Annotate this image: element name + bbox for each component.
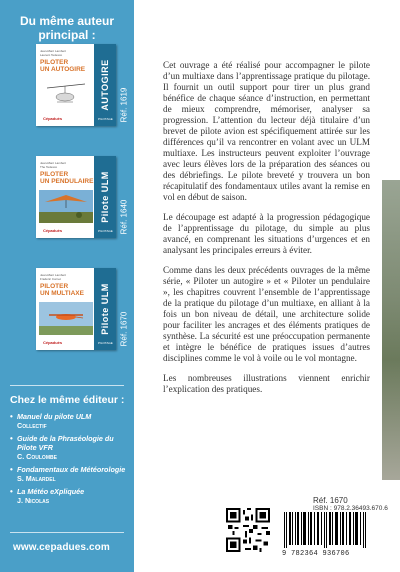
book-publisher: Cépaduès xyxy=(43,116,63,121)
list-item xyxy=(10,487,130,505)
book-authors: Jean-Marc Lambert Frédéric Cornet xyxy=(40,273,67,281)
sidebar-divider xyxy=(10,532,124,533)
book-ref-1619 xyxy=(118,85,130,125)
book-authors: Jean-Marc Lambert The Tedesco xyxy=(40,161,67,169)
body-text xyxy=(163,60,370,404)
sidebar-divider xyxy=(10,385,124,386)
book-cover-multiaxe xyxy=(36,268,116,350)
website-link[interactable]: www.cepadues.com xyxy=(13,542,110,553)
barcode-digits: 9 782364 936706 xyxy=(282,550,350,558)
spine-edge-photo xyxy=(382,180,400,480)
book-band-small: PILOTAGE xyxy=(98,117,113,121)
editor-book-author: Collectif xyxy=(17,421,47,430)
isbn-text: ISBN : 978.2.36493.670.6 xyxy=(313,505,388,512)
book-ref-label: Réf. 1670 xyxy=(119,311,129,347)
book-title-line2: UN MULTIAXE xyxy=(40,290,84,297)
editor-heading: Chez le même éditeur : xyxy=(10,394,125,406)
paragraph: Le découpage est adapté à la progression pédagogique de l’apprentissage du pilotage, du simple au plus avancé, en comprenant les situations d’urgences et en analysant les principales erreurs à éviter. xyxy=(163,212,370,255)
reference-block xyxy=(313,497,388,513)
bullet-icon: • xyxy=(10,412,13,421)
book-title-line2: UN PENDULAIRE xyxy=(40,178,94,185)
book-band-label: Pilote ULM xyxy=(100,171,110,223)
paragraph: Comme dans les deux précédents ouvrages de la même série, « Piloter un autogire » et « Piloter un pendulaire », les chapitres couvrent l’ensemble de l’apprentissage de la pratique du pilotage d’un multiaxe, en alliant à la fois un bon niveau de détail, une architecture solide pour faciliter les ancrages et des éléments pratiques de synthèse. La sécurité est une préoccupation permanente et intègre le bénéfice de pratiques issues d’autres disciplines comme le vol à voile ou le vol montagne. xyxy=(163,265,370,363)
book-band-small: PILOTAGE xyxy=(98,341,113,345)
ref-number: Réf. 1670 xyxy=(313,496,348,505)
editor-book-author: S. Malardel xyxy=(17,474,56,483)
book-spine-band xyxy=(94,268,116,350)
editor-book-title: La Météo eXpliquée xyxy=(17,487,85,496)
pendulaire-photo xyxy=(39,190,93,223)
editor-book-author: J. Nicolas xyxy=(17,496,50,505)
editor-book-title: Manuel du pilote ULM xyxy=(17,412,92,421)
book-ref-1640 xyxy=(118,197,130,237)
book-title-line2: UN AUTOGIRE xyxy=(40,66,86,73)
bullet-icon: • xyxy=(10,487,13,496)
book-cover-autogire xyxy=(36,44,116,126)
sidebar-heading-line2: principal : xyxy=(38,28,96,42)
sidebar xyxy=(0,0,134,572)
qr-code-icon xyxy=(226,508,270,552)
book-ref-label: Réf. 1619 xyxy=(119,87,129,123)
sidebar-heading-line1: Du même auteur xyxy=(19,14,115,28)
book-ref-label: Réf. 1640 xyxy=(119,199,129,235)
bullet-icon: • xyxy=(10,434,13,443)
book-authors: Jean-Marc Lambert Laurent Tedesco xyxy=(40,49,67,57)
book-band-small: PILOTAGE xyxy=(98,229,113,233)
editor-book-list xyxy=(10,412,130,509)
book-ref-1670 xyxy=(118,309,130,349)
paragraph: Les nombreuses illustrations viennent enrichir l’explication des pratiques. xyxy=(163,373,370,394)
sidebar-heading xyxy=(0,0,134,42)
editor-book-title: Fondamentaux de Météorologie xyxy=(17,465,126,474)
list-item xyxy=(10,412,130,430)
book-title-line1: PILOTER xyxy=(40,59,69,66)
book-publisher: Cépaduès xyxy=(43,228,63,233)
book-title-line1: PILOTER xyxy=(40,171,69,178)
bullet-icon: • xyxy=(10,465,13,474)
book-cover-pendulaire xyxy=(36,156,116,238)
book-title-line1: PILOTER xyxy=(40,283,69,290)
editor-book-title: Guide de la Phraséologie du Pilote VFR xyxy=(17,434,114,452)
autogire-photo xyxy=(39,78,93,111)
multiaxe-photo xyxy=(39,302,93,335)
book-band-label: Pilote ULM xyxy=(100,283,110,335)
book-band-label: AUTOGIRE xyxy=(100,59,110,111)
book-publisher: Cépaduès xyxy=(43,340,63,345)
book-spine-band xyxy=(94,156,116,238)
paragraph: Cet ouvrage a été réalisé pour accompagner le pilote d’un multiaxe dans l’apprentissage pratique du pilotage. Il fournit un outil support pour tirer un plus grand bénéfice de chaque séance d’instruction, en permettant de mieux comprendre, mémoriser, analyser sa progression. L’attention du lecteur déjà titulaire d’un brevet de pilote avion est spécifiquement attirée sur les différences qu’il va rencontrer en volant avec un ULM multiaxe. Les instructeurs peuvent exploiter l’ouvrage avec leurs élèves lors de la préparation des séances ou des débriefings. Le pilote breveté y trouvera un bon récapitulatif des fondamentaux utiles avant la remise en vol en début de saison. xyxy=(163,60,370,202)
barcode-icon xyxy=(282,512,368,548)
editor-book-author: C. Coulombe xyxy=(17,452,57,461)
list-item xyxy=(10,465,130,483)
list-item xyxy=(10,434,130,461)
book-spine-band xyxy=(94,44,116,126)
